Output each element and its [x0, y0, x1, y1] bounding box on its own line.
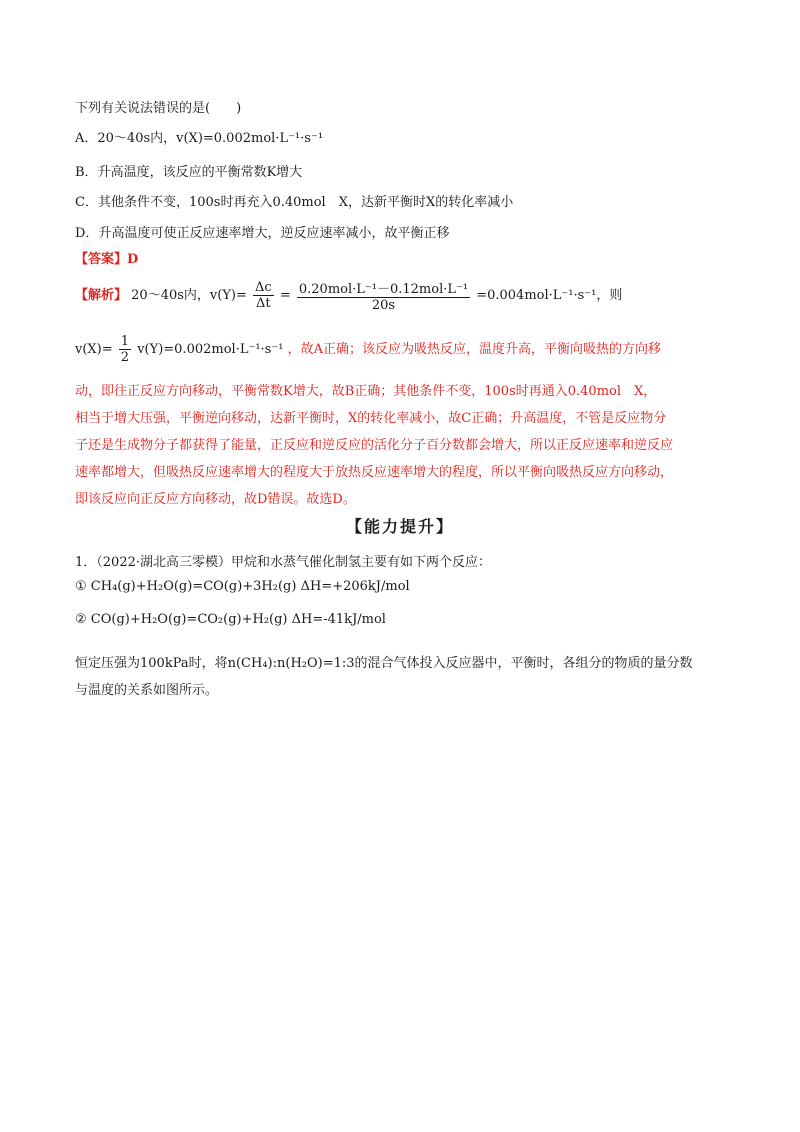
- analysis-body-line: 子还是生成物分子都获得了能量，正反应和逆反应的活化分子百分数都会增大，所以正反应速率和逆反应: [75, 438, 674, 453]
- section-title: 【能力提升】: [345, 517, 454, 536]
- option-d: [75, 222, 730, 241]
- analysis-vx: v(X)=: [75, 342, 113, 357]
- analysis-body-line: 动，即往正反应方向移动，平衡常数K增大，故B正确；其他条件不变，100s时再通入0.40mol X，: [75, 384, 657, 399]
- fraction-denominator: 2: [120, 350, 130, 365]
- fraction-concentration: [297, 278, 470, 313]
- analysis-result: =0.004mol·L⁻¹·s⁻¹，则: [476, 288, 623, 303]
- option-text: 20～40s内，v(X)=0.002mol·L⁻¹·s⁻¹: [97, 131, 324, 146]
- fraction-rate: [253, 280, 274, 311]
- analysis-line-2: [75, 334, 730, 365]
- option-a: [75, 127, 730, 146]
- analysis-text: ，故A正确；该反应为吸热反应，温度升高，平衡向吸热的方向移: [287, 342, 661, 357]
- option-letter: C．: [75, 195, 98, 210]
- problem-header: 1．（2022·湖北高三零模）甲烷和水蒸气催化制氢主要有如下两个反应：: [75, 555, 491, 570]
- fraction-numerator: Δc: [255, 280, 272, 295]
- answer-line: [75, 248, 730, 267]
- analysis-line-1: [75, 278, 730, 313]
- option-text: 其他条件不变，100s时再充入0.40mol X，达新平衡时X的转化率减小: [97, 195, 514, 210]
- fraction-numerator: 1: [120, 334, 130, 349]
- option-text: 升高温度可使正反应速率增大，逆反应速率减小，故平衡正移: [98, 226, 450, 241]
- problem-description-1: 恒定压强为100kPa时，将n(CH₄):n(H₂O)=1:3的混合气体投入反应器中，平衡时，各组分的物质的量分数: [75, 656, 693, 671]
- problem-description-2: 与温度的关系如图所示。: [75, 683, 219, 698]
- question-stem: 下列有关说法错误的是( ): [75, 101, 242, 116]
- analysis-body: [75, 378, 730, 513]
- fraction-half: [119, 334, 131, 365]
- option-text: 升高温度，该反应的平衡常数K增大: [97, 165, 303, 180]
- option-letter: A．: [75, 131, 98, 146]
- reaction-1: ① CH₄(g)+H₂O(g)=CO(g)+3H₂(g) ΔH=+206kJ/mol: [75, 579, 410, 594]
- analysis-body-line: 速率都增大，但吸热反应速率增大的程度大于放热反应速率增大的程度，所以平衡向吸热反应方向移动，: [75, 465, 674, 480]
- equals-sign: =: [279, 288, 291, 303]
- reaction-2: ② CO(g)+H₂O(g)=CO₂(g)+H₂(g) ΔH=-41kJ/mol: [75, 612, 386, 627]
- option-b: [75, 161, 730, 180]
- analysis-label: 【解析】: [75, 288, 128, 303]
- fraction-denominator: Δt: [256, 296, 271, 311]
- analysis-body-line: 即该反应向正反应方向移动，故D错误。故选D。: [75, 492, 356, 507]
- option-letter: D．: [75, 226, 99, 241]
- fraction-numerator: 0.20mol·L⁻¹－0.12mol·L⁻¹: [297, 278, 470, 298]
- analysis-prefix: 20～40s内，v(Y)=: [131, 288, 247, 303]
- option-c: [75, 191, 730, 210]
- answer-value: D: [127, 252, 139, 267]
- answer-label: 【答案】: [75, 252, 128, 267]
- analysis-vy: v(Y)=0.002mol·L⁻¹·s⁻¹: [137, 342, 284, 357]
- option-letter: B．: [75, 165, 98, 180]
- fraction-denominator: 20s: [371, 298, 396, 313]
- analysis-body-line: 相当于增大压强，平衡逆向移动，达新平衡时，X的转化率减小，故C正确；升高温度，不管是反应物分: [75, 411, 667, 426]
